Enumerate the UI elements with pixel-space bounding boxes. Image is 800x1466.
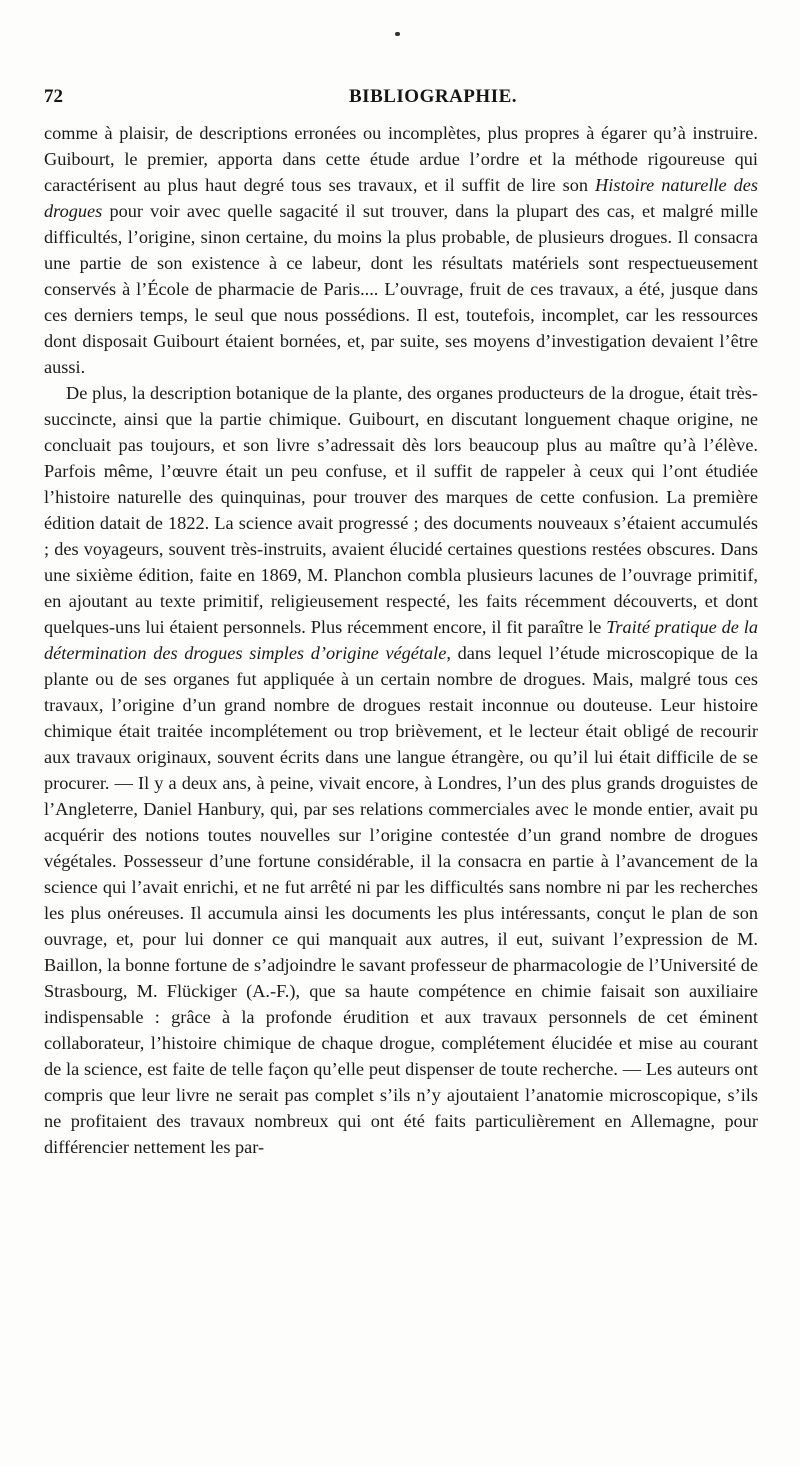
- paragraph-1-segment: comme à plaisir, de descriptions erronées ou incomplètes, plus propres à égarer qu’à instruire. Guibourt, le premier, apporta dans cette étude ardue l’ordre et la méthode rigoureuse qui caractérisent au plus haut degré tous ses travaux, et il suffit de lire son: [44, 123, 758, 195]
- paragraph-1-segment: pour voir avec quelle sagacité il sut trouver, dans la plupart des cas, et malgré mille difficultés, l’origine, sinon certaine, du moins la plus probable, de plusieurs drogues. Il consacra une partie de son existence à ce labeur, dont les résultats matériels sont respectueusement conservés à l’École de pharmacie de Paris.... L’ouvrage, fruit de ces travaux, a été, jusque dans ces derniers temps, le seul que nous possédions. Il est, toutefois, incomplet, car les ressources dont disposait Guibourt étaient bornées, et, par suite, ses moyens d’investigation devaient l’être aussi.: [44, 201, 758, 377]
- paragraph-2-segment: De plus, la description botanique de la plante, des organes producteurs de la drogue, était très-succincte, ainsi que la partie chimique. Guibourt, en discutant longuement chaque origine, ne concluait pas toujours, et son livre s’adressait dès lors beaucoup plus au maître qu’à l’élève. Parfois même, l’œuvre était un peu confuse, et il suffit de rappeler à ceux qui l’ont étudiée l’histoire naturelle des quinquinas, pour trouver des marques de cette confusion. La première édition datait de 1822. La science avait progressé ; des documents nouveaux s’étaient accumulés ; des voyageurs, souvent très-instruits, avaient élucidé certaines questions restées obscures. Dans une sixième édition, faite en 1869, M. Planchon combla plusieurs lacunes de l’ouvrage primitif, en ajoutant au texte primitif, religieusement respecté, les faits récemment découverts, et dont quelques-uns lui étaient personnels. Plus récemment encore, il fit paraître le: [44, 383, 758, 637]
- paragraph-1: [44, 120, 758, 380]
- page-number: 72: [44, 86, 63, 107]
- book-title-traite-pratique: Traité pratique de la détermination des drogues simples d’origine végétale: [44, 617, 758, 663]
- paragraph-2: [44, 380, 758, 1160]
- body-text: [44, 120, 758, 1160]
- paragraph-2-segment: , dans lequel l’étude microscopique de la plante ou de ses organes fut appliquée à un certain nombre de drogues. Mais, malgré tous ces travaux, l’origine d’un grand nombre de drogues restait inconnue ou douteuse. Leur histoire chimique était traitée incomplétement ou trop brièvement, et le lecteur était obligé de recourir aux travaux originaux, souvent écrits dans une langue étrangère, ou qu’il lui était difficile de se procurer. — Il y a deux ans, à peine, vivait encore, à Londres, l’un des plus grands droguistes de l’Angleterre, Daniel Hanbury, qui, par ses relations commerciales avec le monde entier, avait pu acquérir des notions toutes nouvelles sur l’origine contestée d’un grand nombre de drogues végétales. Possesseur d’une fortune considérable, il la consacra en partie à l’avancement de la science qui l’avait enrichi, et ne fut arrêté ni par les difficultés sans nombre ni par les recherches les plus onéreuses. Il accumula ainsi les documents les plus intéressants, conçut le plan de son ouvrage, et, pour lui donner ce qui manquait aux autres, il eut, suivant l’expression de M. Baillon, la bonne fortune de s’adjoindre le savant professeur de pharmacologie de l’Université de Strasbourg, M. Flückiger (A.-F.), que sa haute compétence en chimie faisait son auxiliaire indispensable : grâce à la profonde érudition et aux travaux personnels de cet éminent collaborateur, l’histoire chimique de chaque drogue, complétement élucidée et mise au courant de la science, est faite de telle façon qu’elle peut dispenser de toute recherche. — Les auteurs ont compris que leur livre ne serait pas complet s’ils n’y ajoutaient l’anatomie microscopique, s’ils ne profitaient des travaux nombreux qui ont été faits particulièrement en Allemagne, pour différencier nettement les par-: [44, 643, 758, 1157]
- running-title: BIBLIOGRAPHIE.: [349, 86, 518, 107]
- page-header: [44, 86, 764, 116]
- scan-speck: [395, 32, 400, 36]
- book-title-histoire-naturelle: Histoire naturelle des drogues: [44, 175, 758, 221]
